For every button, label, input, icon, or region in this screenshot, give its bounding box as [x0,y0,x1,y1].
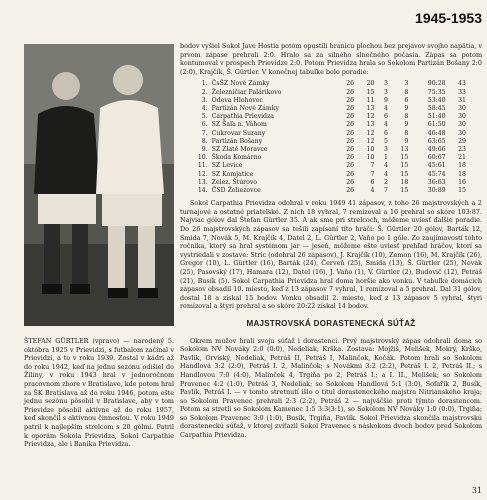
table-row [186,162,468,170]
cell-score: 63:65 [427,137,446,145]
cell-p: 26 [346,178,355,186]
cell-score: 45:74 [427,170,446,178]
cell-team: Zelez. Štúrovo [211,178,258,186]
cell-score: 46:48 [427,129,446,137]
cell-rank: 5. [201,113,208,121]
cell-pts: 15 [458,187,466,195]
cell-p: 26 [346,170,355,178]
cell-d: 2 [384,178,388,186]
cell-d: 4 [384,104,388,112]
cell-d: 7 [384,187,388,195]
dorast-paragraph: Okrem mužov hrali svoju súťaž i dorastenci. Prvý majstrovský zápas odohrali doma so Sokolom NV Nováky 2:0 (0:0), Nedeliak, Krška. Zostava: Mojžiš, Melišek, Mokrý, Krško, Pavlík, Orviský, Nedeliak, Petráš II, Petráš I, Malinčok, Kočák. Potom hrali so Sokolom Handlová 3:2 (2:0), Petráš I. 2, Malinčok; s Novákmi 3:2 (2:2), Petráš I. 2, Petráš II.; s Handlovou 7:0 (4:0), Malinčok 4, Trgiňa po 2, Petráš I.; a I. II., Melišek; so Sokolom Pravenec 4:2 (1:0), Petráš 3, Nedeliak; so Sokolom Handlová 5:1 (3:0), Sofařík 2, Busík, Pavlík, Petráš I. — v tomto stretnutí išlo o titul dorasteneckého majstra Nitrianskeho kraja; so Sokolom Pravenec prehrali 2:3 (2:2), Petráš 2 — najväčšie proti týmto dorastencom. Potom sa stretli so Sokolom Kamenec 1:5 3:3(3:1), so Sokolom NV Nováky 1:0 (0:0), Trgiňa; so Sokolom Pravenec 3:0 (1:0), Busík, Trgiňa, Pavlík. Sokol Prievidza skončila majstrovskú dorasteneckú súťaž, v ktorej zvíťazil Sokol Pravenec s náskokom dvoch bodov pred Sokolom Carpathia Prievidza. [180,336,482,440]
cell-pts: 30 [458,121,466,129]
cell-d: 4 [384,170,388,178]
cell-rank: 8. [201,137,208,145]
cell-pts: 18 [458,162,466,170]
cell-p: 26 [346,137,355,145]
cell-l: 18 [400,178,409,186]
article-column [180,42,482,440]
cell-w: 12 [366,137,375,145]
cell-p: 26 [346,96,355,104]
cell-l: 8 [404,88,409,96]
table-row [186,80,468,88]
cell-team: Odeva Hlohovec [211,96,263,104]
cell-team: Železničiar Palárikovo [211,88,282,96]
cell-score: 61:50 [427,121,446,129]
cell-l: 15 [400,170,409,178]
cell-pts: 43 [458,80,466,88]
cell-d: 4 [384,121,388,129]
cell-w: 4 [370,187,375,195]
cell-p: 26 [346,113,355,121]
cell-pts: 31 [458,96,466,104]
cell-score: 60:67 [427,154,446,162]
cell-score: 75:35 [427,88,446,96]
cell-l: 9 [404,137,409,145]
cell-team: SZ Šaľa n. Váhom [211,121,267,129]
cell-rank: 9. [201,146,208,153]
table-row [186,97,468,105]
cell-d: 3 [384,80,388,88]
intro-paragraph: bodov vyšiel Sokol Jave Hostia potom opustili hranicu plochou bez prejavov svojho napätia, v prvom zápase prehrali 2:0. Hralo sa za silného slnečného počasia. Zápas sa potom kontumoval v prospech Prievidze 2:0. Potom Prievidza hrala so Sokolom Partizán Bošany 2:0 (2:0), Krajčík, Š. Gürtler. V konečnej tabuľke bolo poradie: [180,42,482,76]
cell-rank: 7. [201,129,208,137]
cell-p: 26 [346,129,355,137]
cell-w: 6 [370,178,375,186]
league-standings-table [186,80,468,195]
cell-l: 8 [404,113,409,121]
cell-rank: 2. [201,88,208,96]
cell-team: Partizán Bošany [211,137,263,145]
cell-team: SZ Levice [211,162,243,170]
table-row [186,121,468,129]
cell-d: 6 [384,113,388,121]
page-number: 31 [471,486,482,495]
cell-w: 20 [366,80,375,88]
cell-pts: 18 [458,170,466,178]
cell-score: 30:89 [427,187,446,195]
table-row [186,179,468,187]
cell-pts: 30 [458,104,466,112]
cell-score: 58:45 [427,104,446,112]
cell-rank: 10. [197,154,208,162]
table-row [186,130,468,138]
cell-p: 26 [346,104,355,112]
cell-pts: 29 [458,137,466,145]
table-row [186,154,468,162]
cell-score: 53:40 [427,96,446,104]
cell-w: 7 [370,170,375,178]
cell-team: Cukrovar Surany [211,129,266,137]
cell-w: 11 [366,96,375,104]
cell-d: 3 [384,88,388,96]
cell-pts: 21 [458,154,466,162]
cell-team: ČSD Želiezovce [211,187,261,195]
cell-l: 15 [400,187,409,195]
caption-text: ŠTEFAN GÜRTLER (vpravo) — narodený 5. októbra 1925 v Prievidzi, s futbalom začínal v Prievidzi, a to v roku 1939. Zostal v kádri až do roku 1942, keď na jednu sezónu odišiel do Žiliny, v roku 1943 hral v jednoročnom pracovnom zbore v Bratislave, kde potom hral za ŠK Bratislava až do roku 1946, potom ešte jednu sezónu pôsobil v Bratislave, aby v tom Prievidze pôsobil aktívne až do roku 1957, keď skončil s aktívnou činnosťou. V roku 1949 patril k najlepším strelcom s 20 gólmi. Patril k oporám Sokola Prievidza, Sokol Carpathie Prievidza, ale i Baníka Prievidza. [24,337,174,449]
cell-team: SZ Zlaté Moravce [211,146,268,153]
cell-rank: 11. [197,162,208,170]
cell-p: 26 [346,187,355,195]
photo-illustration [24,44,174,326]
cell-l: 9 [404,121,409,129]
cell-l: 8 [404,129,409,137]
cell-rank: 12. [197,170,208,178]
cell-rank: 14. [197,187,208,195]
cell-w: 12 [366,113,375,121]
cell-team: Partizán Nové Zámky [211,104,279,112]
cell-score: 51:40 [427,113,446,121]
cell-l: 9 [404,104,409,112]
cell-w: 7 [370,162,375,170]
cell-d: 5 [384,137,388,145]
cell-rank: 6. [201,121,208,129]
cell-pts: 16 [458,178,466,186]
cell-p: 26 [346,88,355,96]
cell-team: ČsŠZ Nové Zámky [211,80,270,88]
cell-d: 1 [384,154,388,162]
table-row [186,171,468,179]
season-paragraph: Sokol Carpathia Prievidza odohral v roku 1949 41 zápasov, z toho 26 majstrovských a 2 turnajové a ostatné priateľské. Z nich 18 vyhral, 7 remízoval a 16 prehral so skóre 103:87. Najviac gólov dal Štefan Gürtler 35. A ak sme pri strelcoch, môžeme uviesť ďalšie poradie. Do 26 majstrovských zápasov sa tešili zapísaní títo hráči: Š. Gürtler 20 gólov, Barták 12, Smida 7, Novák 5, M. Krajčík 4, Datel 2, L. Gürtler 2, Vaňo po 1 góle. Zo zaujímavostí tohto ročníka, ktorý sa hral systémom jar — jeseň, môžeme ešte uviesť prehľad hráčov, ktorí sa vystriedali v zostave: Stric (odohral 26 zápasov), J. Krajčík (10), Zemon (16), M. Krajčík (26), Gregor (10), L. Gürtler (16), Barták (24), Červeň (25), Smida (13), Š. Gürtler (25), Novák (25), Pasovský (17), Hamara (12), Datel (16), J. Vaňo (1), V. Gürtler (2), Budovič (12), Petráš (21), Busík (5). Sokol Carpathia Prievidza hral doma horšie ako vonku. V tabuľke domácich zápasov obsadil 10. miesto, keď z 13 zápasov 7 vyhral, 1 remízoval a 5 prehral. Dal 31 gólov, dostal 18 a získal 15 bodov. Vonku obsadil 2. miesto, keď z 13 zápasov 5 vyhral, štyri remízoval a štyri prehral a so skóre 20:22 získal 14 bodov. [180,199,482,311]
cell-score: 90:28 [427,80,446,88]
cell-rank: 1. [201,80,208,88]
cell-d: 6 [384,129,388,137]
cell-l: 6 [404,96,409,104]
table-row [186,89,468,97]
cell-rank: 3. [201,96,208,104]
cell-w: 15 [366,88,375,96]
cell-l: 3 [404,80,409,88]
cell-p: 26 [346,80,355,88]
section-title: MAJSTROVSKÁ DORASTENECKÁ SÚŤAŽ [246,318,416,328]
cell-p: 26 [346,162,355,170]
cell-score: 49:66 [427,146,446,153]
table-row [186,146,468,154]
cell-p: 26 [346,154,355,162]
cell-rank: 4. [201,104,208,112]
table-row [186,187,468,195]
cell-team: Carpathia Prievidza [211,113,274,121]
cell-l: 15 [400,162,409,170]
cell-score: 45:61 [427,162,446,170]
cell-pts: 33 [458,88,466,96]
cell-d: 3 [384,146,388,153]
cell-l: 13 [400,146,409,153]
cell-d: 4 [384,162,388,170]
cell-pts: 30 [458,113,466,121]
team-photo [24,44,174,326]
table-row [186,138,468,146]
cell-w: 10 [366,146,375,153]
cell-w: 12 [366,129,375,137]
cell-d: 9 [384,96,388,104]
cell-w: 13 [366,121,375,129]
cell-score: 36:63 [427,178,446,186]
cell-w: 10 [366,154,375,162]
cell-team: SZ Komjatice [211,170,254,178]
cell-l: 15 [400,154,409,162]
table-row [186,105,468,113]
cell-pts: 30 [458,129,466,137]
cell-p: 26 [346,146,355,153]
cell-team: Škoda Komárno [211,154,262,162]
photo-caption [24,337,174,449]
cell-w: 13 [366,104,375,112]
cell-rank: 13. [197,178,208,186]
cell-pts: 23 [458,146,466,153]
cell-p: 26 [346,121,355,129]
chapter-year-range: 1945-1953 [415,10,482,26]
